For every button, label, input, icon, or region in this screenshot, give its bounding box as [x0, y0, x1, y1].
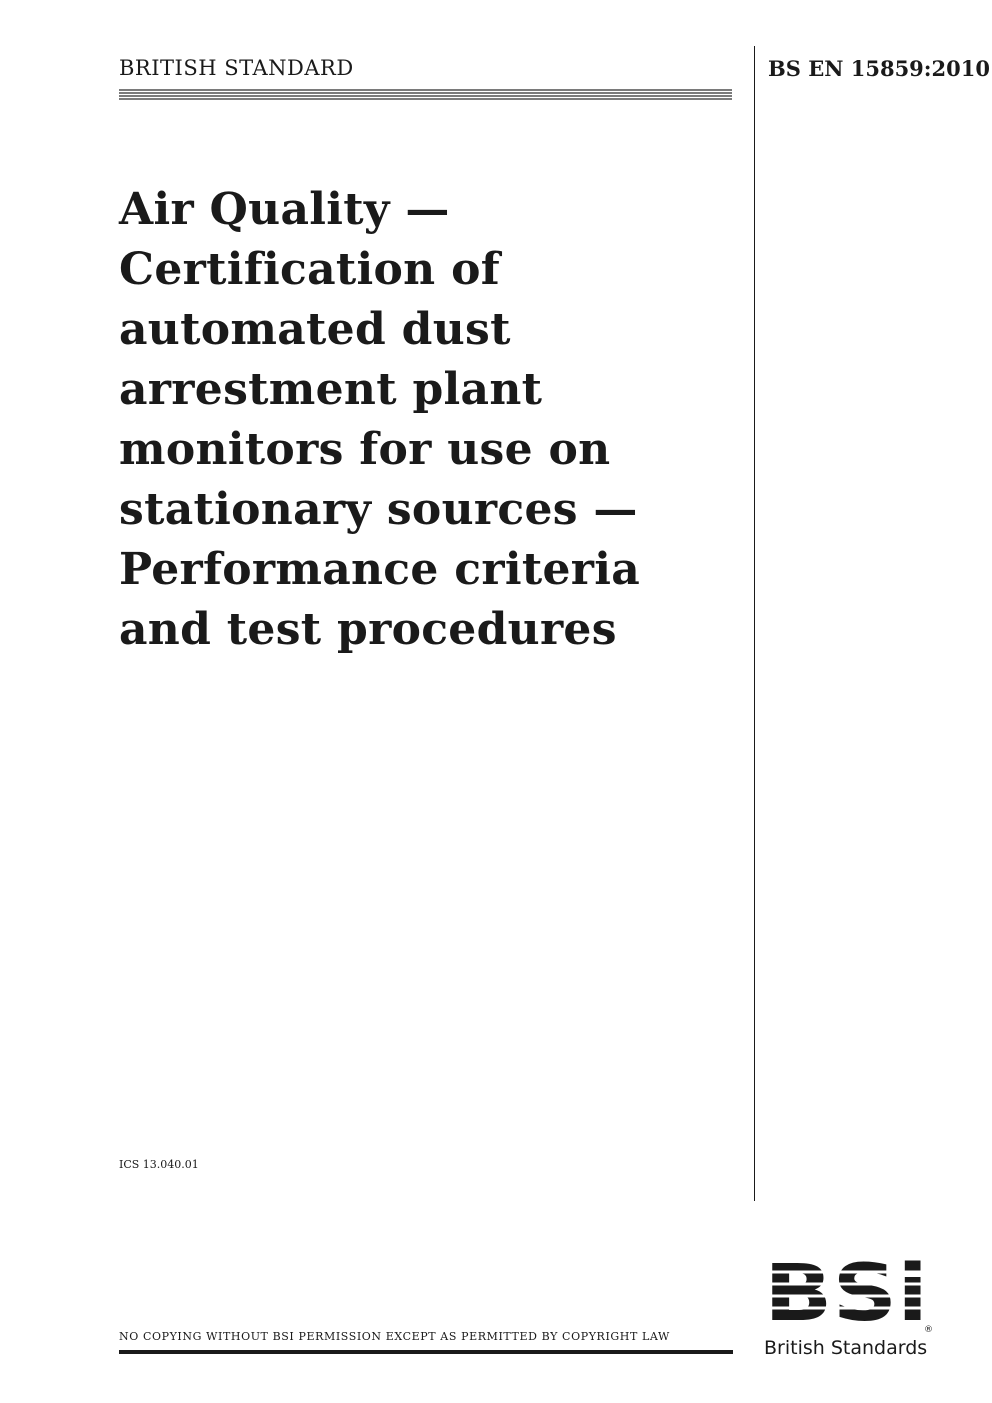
- title-line: Performance criteria: [119, 544, 641, 595]
- title-line: Certification of: [119, 244, 500, 295]
- bsi-logo-text: BSi: [764, 1260, 928, 1336]
- brand-name: British Standards: [764, 1337, 928, 1359]
- document-number: BS EN 15859:2010: [768, 56, 990, 81]
- title-line: and test procedures: [119, 604, 617, 655]
- registered-mark-icon: ®: [924, 1325, 933, 1335]
- title-line: arrestment plant: [119, 364, 543, 415]
- bsi-logo-mark: [764, 1260, 934, 1336]
- standard-series-label: BRITISH STANDARD: [119, 56, 354, 80]
- title-line: monitors for use on: [119, 424, 611, 475]
- document-title: [119, 180, 739, 660]
- title-line: Air Quality —: [119, 184, 450, 235]
- vertical-divider: [754, 46, 755, 1201]
- ics-code: ICS 13.040.01: [119, 1158, 199, 1171]
- footer-rule: [119, 1350, 733, 1354]
- header-rule: [119, 89, 732, 101]
- title-line: stationary sources —: [119, 484, 638, 535]
- title-line: automated dust: [119, 304, 511, 355]
- copyright-notice: NO COPYING WITHOUT BSI PERMISSION EXCEPT AS PERMITTED BY COPYRIGHT LAW: [119, 1330, 670, 1343]
